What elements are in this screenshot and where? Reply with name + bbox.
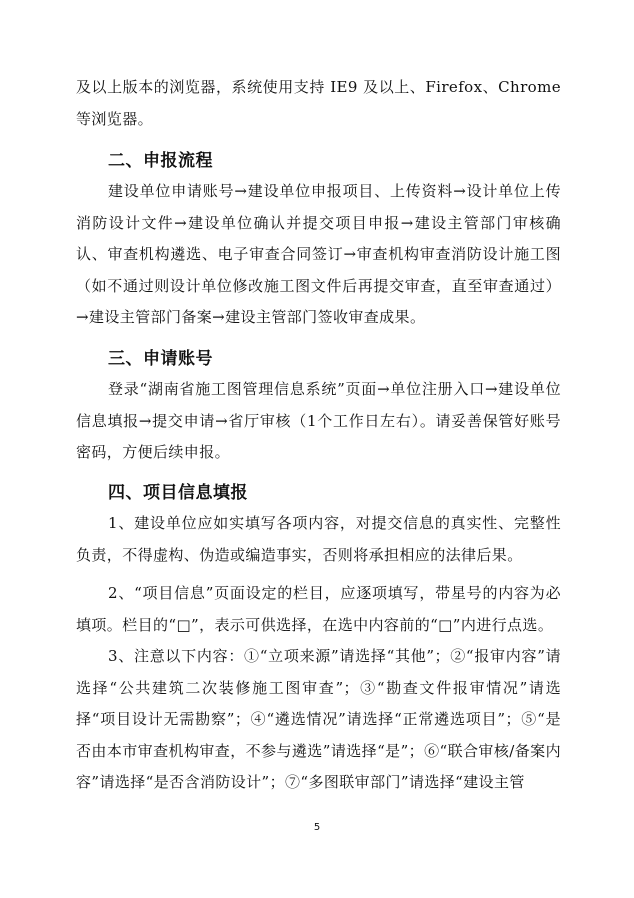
- section-heading-account: 三、申请账号: [108, 349, 213, 369]
- intro-continuation: 及以上版本的浏览器，系统使用支持 IE9 及以上、Firefox、Chrome 等浏览器。: [76, 78, 561, 128]
- process-paragraph: 建设单位申请账号→建设单位申报项目、上传资料→设计单位上传消防设计文件→建设单位确认并提交项目申报→建设主管部门审核确认、审查机构遴选、电子审查合同签订→审查机构审查消防设计施工图（如不通过则设计单位修改施工图文件后再提交审查，直至审查通过）→建设主管部门备案→建设主管部门签收审查成果。: [76, 182, 561, 326]
- project-info-paragraph-1: 1、建设单位应如实填写各项内容，对提交信息的真实性、完整性负责，不得虚构、伪造或编造事实，否则将承担相应的法律后果。: [76, 514, 561, 564]
- page-number: 5: [313, 822, 321, 833]
- account-paragraph: 登录“湖南省施工图管理信息系统”页面→单位注册入口→建设单位信息填报→提交申请→省厅审核（1个工作日左右）。请妥善保管好账号密码，方便后续申报。: [76, 380, 561, 461]
- section-heading-process: 二、申报流程: [108, 151, 213, 171]
- project-info-paragraph-3: 3、注意以下内容：①“立项来源”请选择“其他”；②“报审内容”请选择“公共建筑二次装修施工图审查”；③“勘查文件报审情况”请选择“项目设计无需勘察”；④“遴选情况”请选择“正常遴选项目”；⑤“是否由本市审查机构审查，不参与遴选”请选择“是”；⑥“联合审核/备案内容”请选择“是否含消防设计”；⑦“多图联审部门”请选择“建设主管: [76, 647, 561, 791]
- section-heading-project-info: 四、项目信息填报: [108, 483, 248, 503]
- project-info-paragraph-2: 2、“项目信息”页面设定的栏目，应逐项填写，带星号的内容为必填项。栏目的“□”，表示可供选择，在选中内容前的“□”内进行点选。: [76, 584, 561, 634]
